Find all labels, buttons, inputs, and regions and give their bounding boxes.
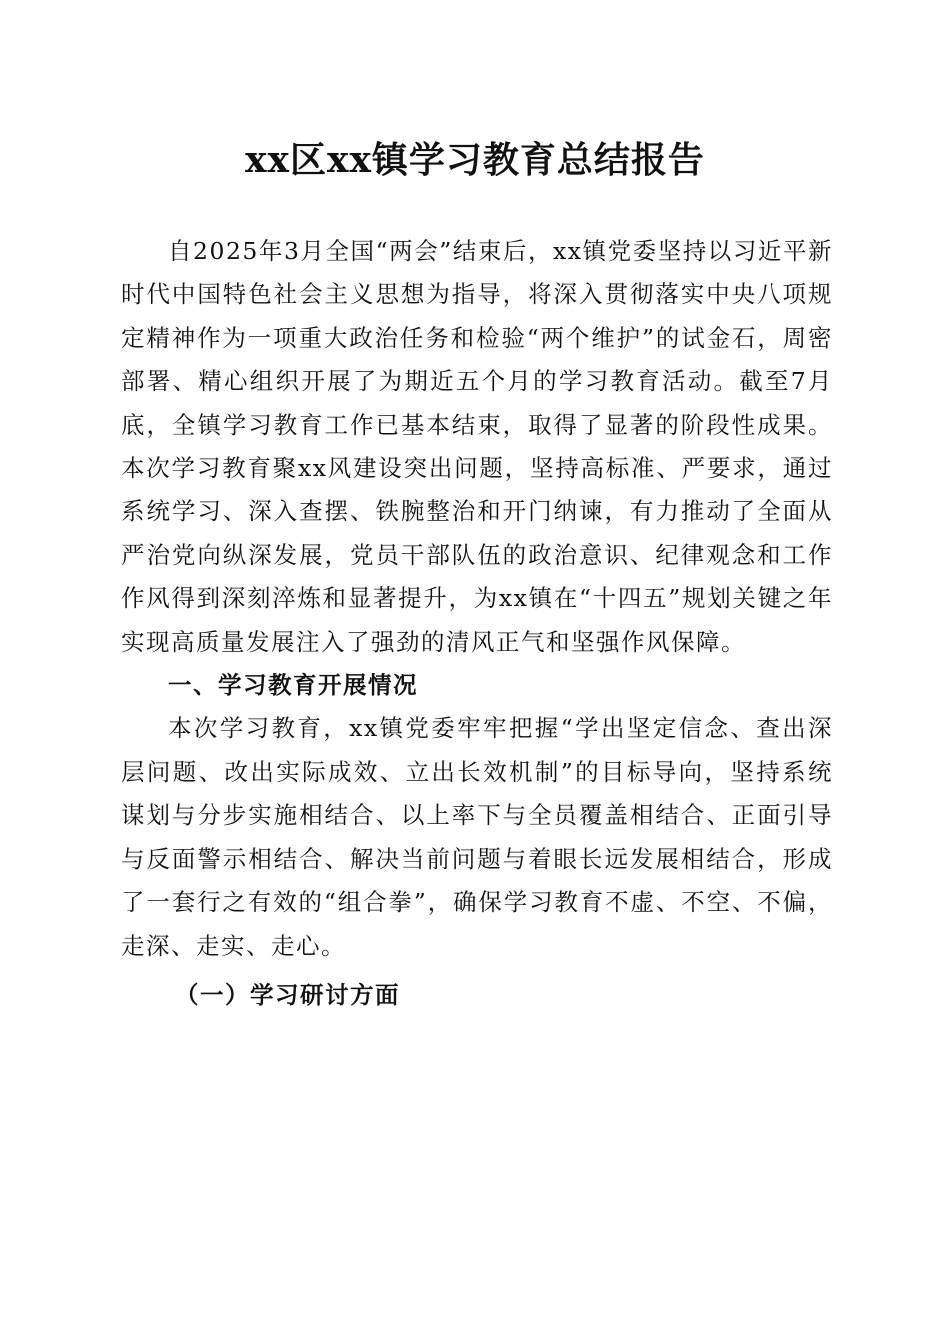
document-body <box>121 230 833 1017</box>
section-heading-1: 一、学习教育开展情况 <box>168 671 418 700</box>
subsection-heading-1: （一）学习研讨方面 <box>175 980 401 1009</box>
document-title: xx区xx镇学习教育总结报告 <box>245 139 705 181</box>
intro-paragraph: 自2025年3月全国“两会”结束后，xx镇党委坚持以习近平新时代中国特色社会主义思想为指导，将深入贯彻落实中央八项规定精神作为一项重大政治任务和检验“两个维护”的试金石，周密部署、精心组织开展了为期近五个月的学习教育活动。截至7月底，全镇学习教育工作已基本结束，取得了显著的阶段性成果。本次学习教育聚xx风建设突出问题，坚持高标准、严要求，通过系统学习、深入查摆、铁腕整治和开门纳谏，有力推动了全面从严治党向纵深发展，党员干部队伍的政治意识、纪律观念和工作作风得到深刻淬炼和显著提升，为xx镇在“十四五”规划关键之年实现高质量发展注入了强劲的清风正气和坚强作风保障。 <box>121 237 833 656</box>
section-1-paragraph: 本次学习教育，xx镇党委牢牢把握“学出坚定信念、查出深层问题、改出实际成效、立出长效机制”的目标导向，坚持系统谋划与分步实施相结合、以上率下与全员覆盖相结合、正面引导与反面警示相结合、解决当前问题与着眼长远发展相结合，形成了一套行之有效的“组合拳”，确保学习教育不虚、不空、不偏，走深、走实、走心。 <box>121 714 833 960</box>
